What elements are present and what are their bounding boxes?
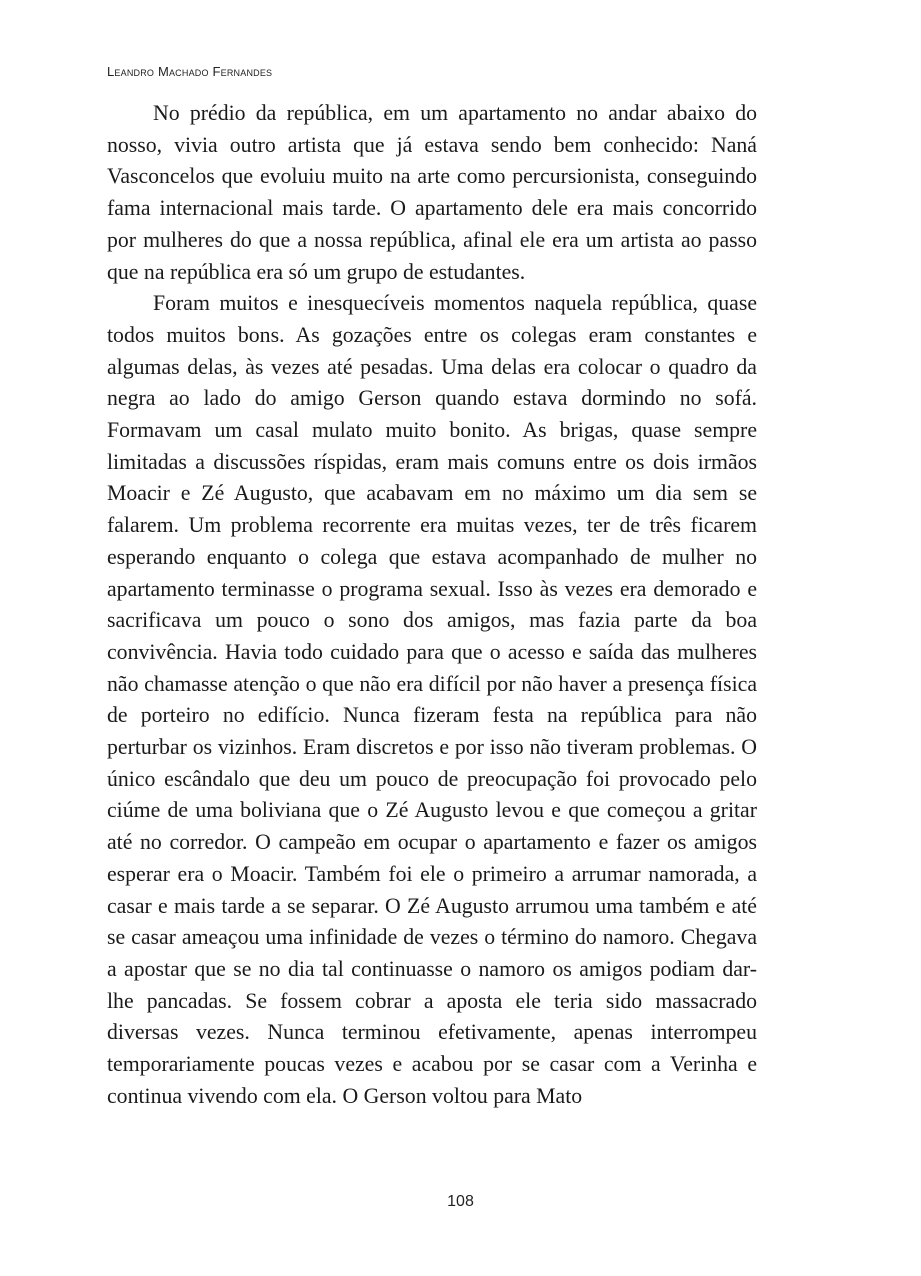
paragraph: Foram muitos e inesquecíveis momentos naquela república, quase todos muitos bons. As gozações entre os colegas eram constantes e algumas delas, às vezes até pesadas. Uma delas era colocar o quadro da negra ao lado do amigo Gerson quando estava dormindo no sofá. Formavam um casal mulato muito bonito. As brigas, quase sempre limitadas a discussões ríspidas, eram mais comuns entre os dois irmãos Moacir e Zé Augusto, que acabavam em no máximo um dia sem se falarem. Um problema recorrente era muitas vezes, ter de três ficarem esperando enquanto o colega que estava acompanhado de mulher no apartamento terminasse o programa sexual. Isso às vezes era demorado e sacrificava um pouco o sono dos amigos, mas fazia parte da boa convivência. Havia todo cuidado para que o acesso e saída das mulheres não chamasse atenção o que não era difícil por não haver a presença física de porteiro no edifício. Nunca fizeram festa na república para não perturbar os vizinhos. Eram discretos e por isso não tiveram problemas. O único escândalo que deu um pouco de preocupação foi provocado pelo ciúme de uma boliviana que o Zé Augusto levou e que começou a gritar até no corredor. O campeão em ocupar o apartamento e fazer os amigos esperar era o Moacir. Também foi ele o primeiro a arrumar namorada, a casar e mais tarde a se separar. O Zé Augusto arrumou uma também e até se casar ameaçou uma infinidade de vezes o término do namoro. Chegava a apostar que se no dia tal continuasse o namoro os amigos podiam dar-lhe pancadas. Se fossem cobrar a aposta ele teria sido massacrado diversas vezes. Nunca terminou efetivamente, apenas interrompeu temporariamente poucas vezes e acabou por se casar com a Verinha e continua vivendo com ela. O Gerson voltou para Mato xyxy=(107,291,757,1108)
body-text xyxy=(107,98,757,1113)
running-head-author: Leandro Machado Fernandes xyxy=(107,64,273,79)
page-number: 108 xyxy=(447,1193,474,1210)
paragraph: No prédio da república, em um apartamento no andar abaixo do nosso, vivia outro artista que já estava sendo bem conhecido: Naná Vasconcelos que evoluiu muito na arte como percursionista, conseguindo fama internacional mais tarde. O apartamento dele era mais concorrido por mulheres do que a nossa república, afinal ele era um artista ao passo que na república era só um grupo de estudantes. xyxy=(107,101,757,284)
